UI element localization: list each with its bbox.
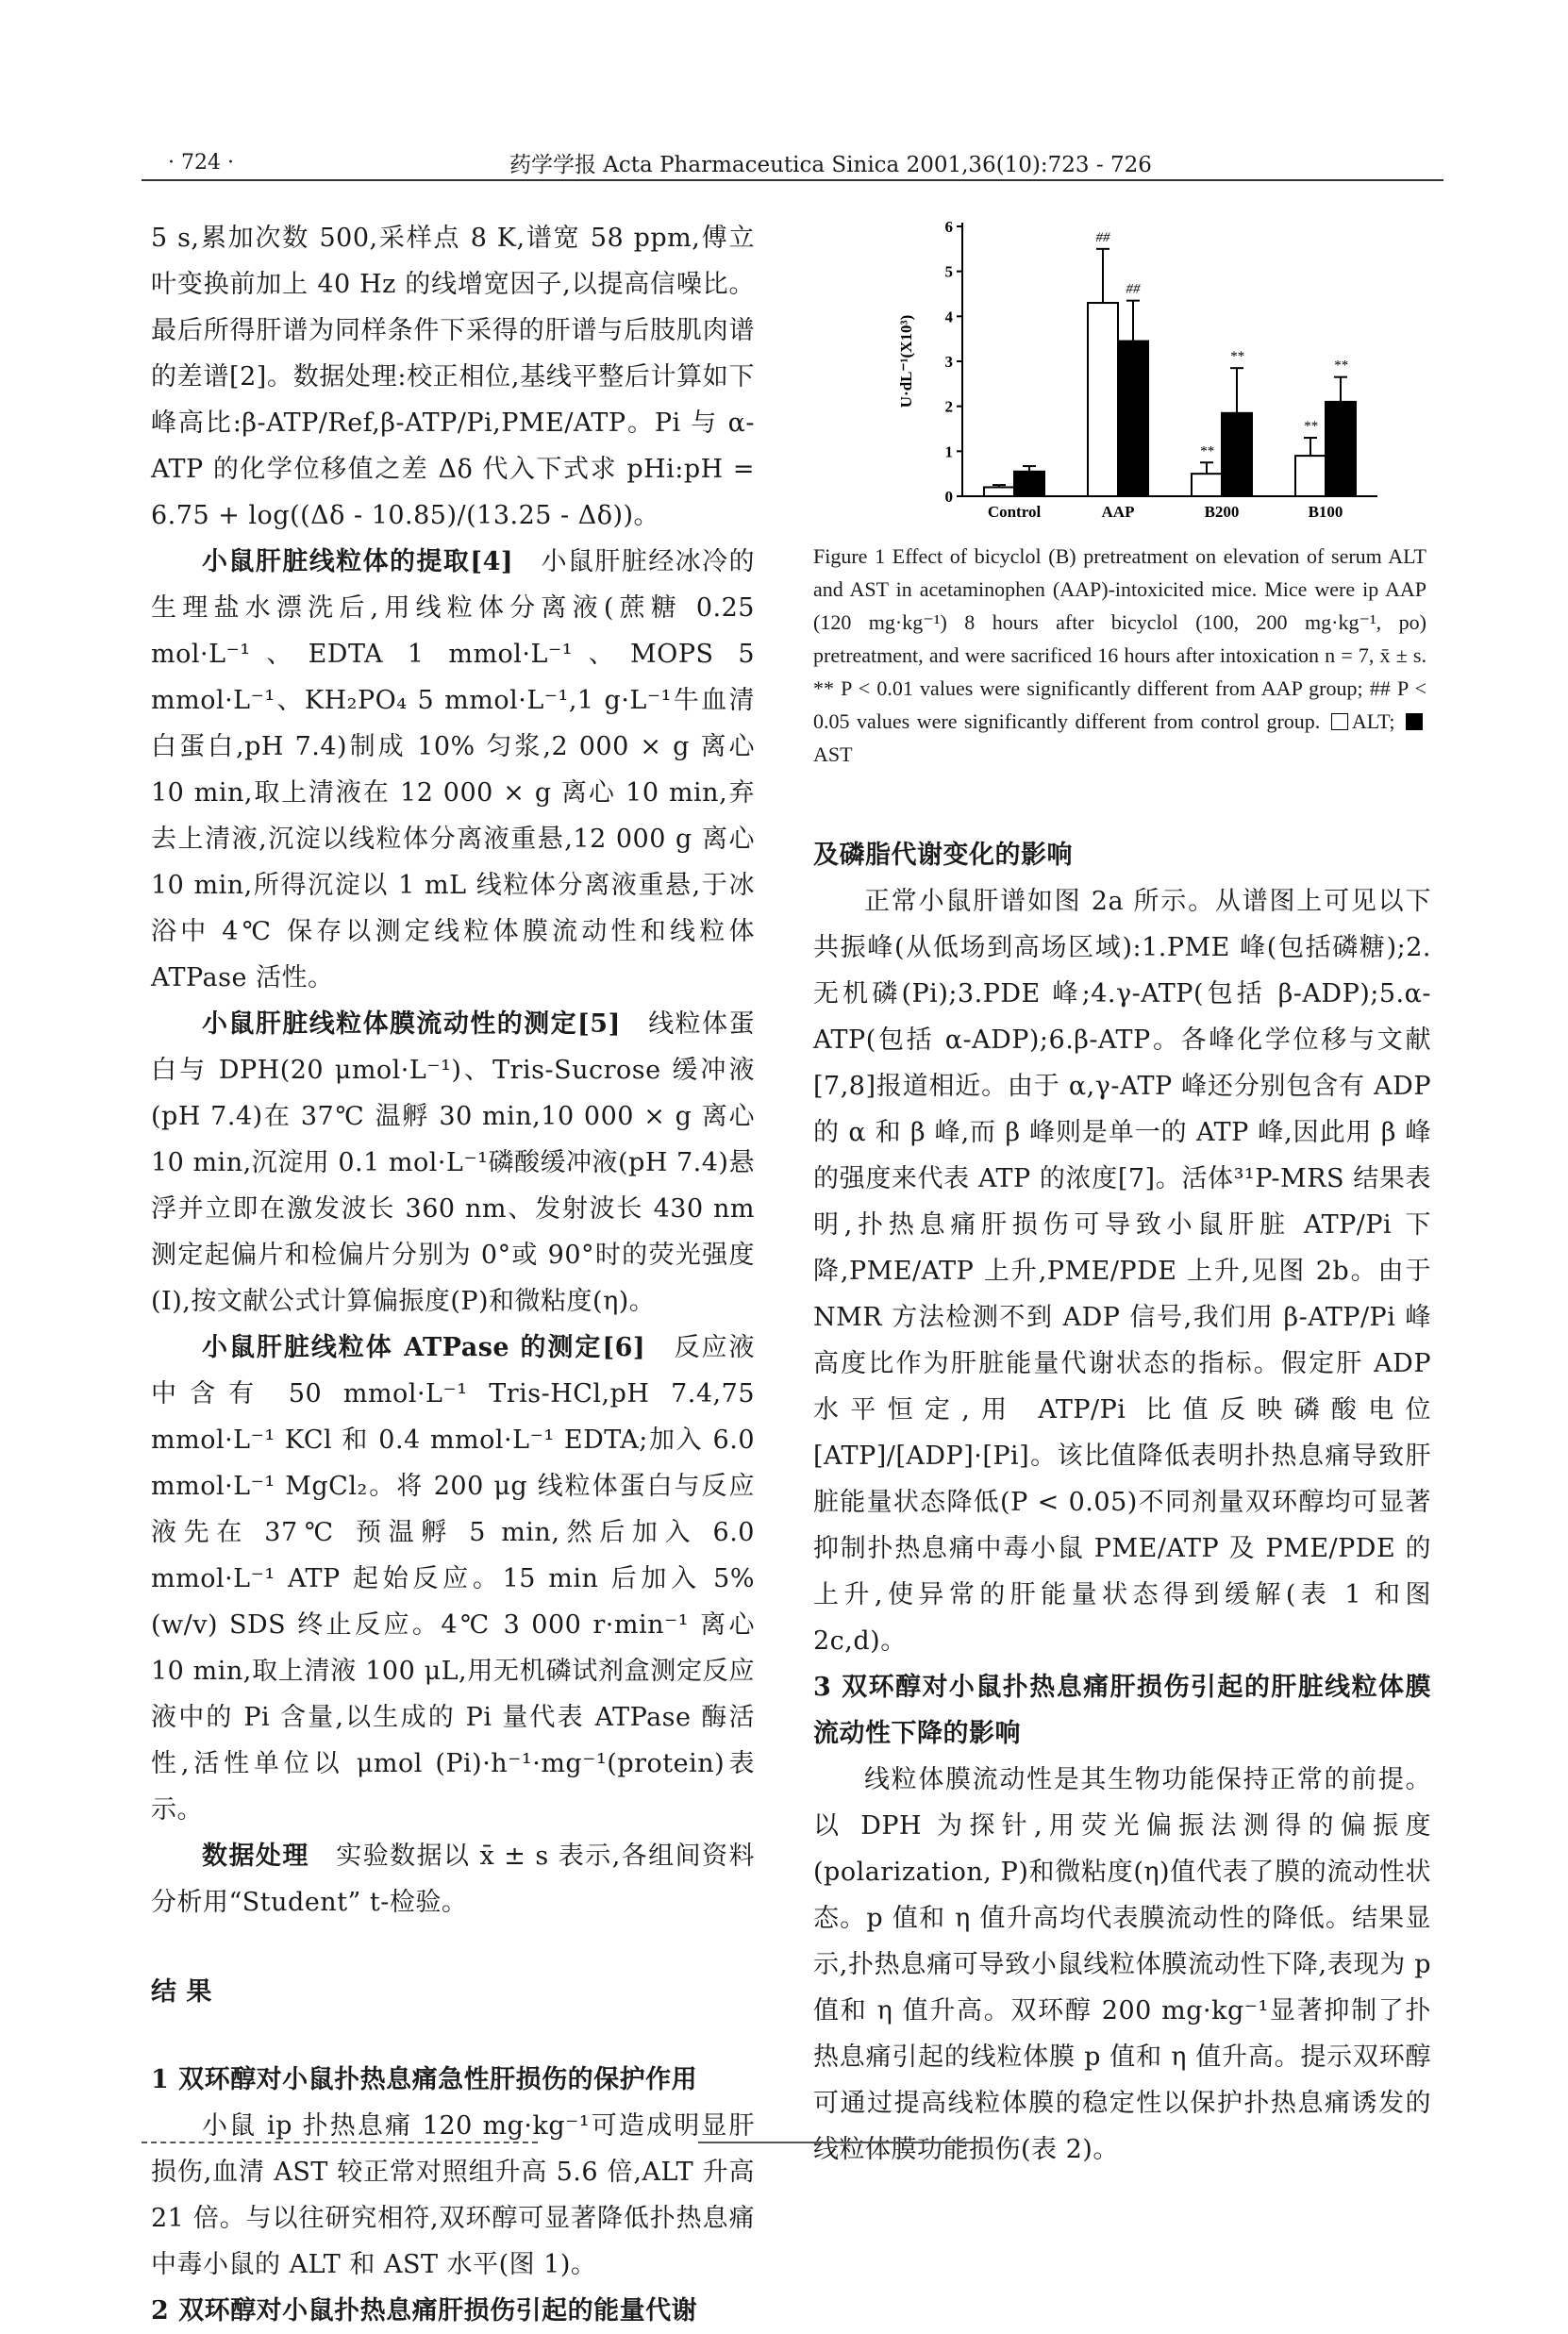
legend-label-alt: ALT;: [1351, 709, 1395, 733]
significance-mark: **: [1303, 419, 1318, 435]
section-2-title: 2 双环醇对小鼠扑热息痛肝损伤引起的能量代谢: [151, 2296, 698, 2326]
legend-label-ast: AST: [813, 742, 853, 766]
left-column: [151, 215, 755, 2334]
bar-alt: [1192, 474, 1222, 496]
legend-swatch-alt: [1331, 713, 1348, 730]
significance-mark: **: [1229, 349, 1244, 365]
bar-ast: [1014, 472, 1044, 496]
bar-ast: [1118, 342, 1148, 496]
paragraph-title: 小鼠肝脏线粒体 ATPase 的测定[6]: [202, 1333, 646, 1362]
paragraph-title: 小鼠肝脏线粒体的提取[4]: [202, 547, 514, 576]
significance-mark: ##: [1126, 281, 1141, 297]
x-tick-label: B200: [1204, 503, 1240, 521]
bar-ast: [1222, 413, 1252, 496]
section-1-title: 1 双环醇对小鼠扑热息痛急性肝损伤的保护作用: [151, 2065, 698, 2094]
intro-paragraph: 5 s,累加次数 500,采样点 8 K,谱宽 58 ppm,傅立叶变换前加上 40 Hz 的线增宽因子,以提高信噪比。最后所得肝谱为同样条件下采得的肝谱与后肢肌肉谱的差谱[2]。数据处理:校正相位,基线平整后计算如下峰高比:β-ATP/Ref,β-ATP/Pi,PME/ATP。Pi 与 α-ATP 的化学位移值之差 Δδ 代入下式求 pHi:pH = 6.75 + log((Δδ - 10.85)/(13.25 - Δδ))。: [151, 224, 755, 530]
bar-alt: [1088, 303, 1118, 496]
y-tick-label: 1: [944, 442, 953, 461]
section-1-body: 小鼠 ip 扑热息痛 120 mg·kg⁻¹可造成明显肝损伤,血清 AST 较正常对照组升高 5.6 倍,ALT 升高 21 倍。与以往研究相符,双环醇可显著降低扑热息痛中毒小鼠的 ALT 和 AST 水平(图 1)。: [151, 2111, 755, 2279]
paragraph-body: 实验数据以 x̄ ± s 表示,各组间资料分析用“Student” t-检验。: [151, 1842, 756, 1917]
paragraph-membrane-fluidity: [151, 1001, 755, 1325]
section-3-body: 线粒体膜流动性是其生物功能保持正常的前提。以 DPH 为探针,用荧光偏振法测得的偏振度(polarization, P)和微粘度(η)值代表了膜的流动性状态。p 值和 η 值升高均代表膜流动性的降低。结果显示,扑热息痛可导致小鼠线粒体膜流动性下降,表现为 p 值和 η 值升高。双环醇 200 mg·kg⁻¹显著抑制了扑热息痛引起的线粒体膜 p 值和 η 值升高。提示双环醇可通过提高线粒体膜的稳定性以保护扑热息痛诱发的线粒体膜功能损伤(表 2)。: [813, 1765, 1431, 2164]
bar-alt: [1295, 456, 1326, 496]
paragraph-mito-extraction: [151, 539, 755, 1001]
section-2-title-cont: 及磷脂代谢变化的影响: [813, 841, 1073, 870]
running-head: 药学学报 Acta Pharmaceutica Sinica 2001,36(10):723 - 726: [509, 153, 1152, 177]
y-tick-label: 6: [944, 218, 953, 236]
page-number: · 724 ·: [168, 151, 234, 175]
footer-rule-right: [698, 2142, 981, 2143]
bar-chart: [887, 215, 1434, 526]
x-tick-label: B100: [1308, 503, 1343, 521]
y-tick-label: 0: [944, 488, 953, 506]
y-tick-label: 4: [944, 308, 953, 326]
paragraph-data-processing: [151, 1833, 755, 1926]
results-heading: 结 果: [151, 1977, 212, 2007]
legend-swatch-ast: [1406, 713, 1423, 730]
x-tick-label: AAP: [1101, 503, 1135, 521]
section-2-body: 正常小鼠肝谱如图 2a 所示。从谱图上可见以下共振峰(从低场到高场区域):1.PME 峰(包括磷糖);2.无机磷(Pi);3.PDE 峰;4.γ-ATP(包括 β-ADP);5.α-ATP(包括 α-ADP);6.β-ATP。各峰化学位移与文献[7,8]报道相近。由于 α,γ-ATP 峰还分别包含有 ADP 的 α 和 β 峰,而 β 峰则是单一的 ATP 峰,因此用 β 峰的强度来代表 ATP 的浓度[7]。活体³¹P-MRS 结果表明,扑热息痛肝损伤可导致小鼠肝脏 ATP/Pi 下降,PME/ATP 上升,PME/PDE 上升,见图 2b。由于 NMR 方法检测不到 ADP 信号,我们用 β-ATP/Pi 峰高度比作为肝脏能量代谢状态的指标。假定肝 ADP 水平恒定,用 ATP/Pi 比值反映磷酸电位 [ATP]/[ADP]·[Pi]。该比值降低表明扑热息痛导致肝脏能量状态降低(P < 0.05)不同剂量双环醇均可显著抑制扑热息痛中毒小鼠 PME/ATP 及 PME/PDE 的上升,使异常的肝能量状态得到缓解(表 1 和图 2c,d)。: [813, 887, 1431, 1656]
paragraph-body: 反应液中含有 50 mmol·L⁻¹ Tris-HCl,pH 7.4,75 mmol·L⁻¹ KCl 和 0.4 mmol·L⁻¹ EDTA;加入 6.0 mmol·L⁻¹ MgCl₂。将 200 μg 线粒体蛋白与反应液先在 37℃ 预温孵 5 min,然后加入 6.0 mmol·L⁻¹ ATP 起始反应。15 min 后加入 5%(w/v) SDS 终止反应。4℃ 3 000 r·min⁻¹ 离心 10 min,取上清液 100 μL,用无机磷试剂盒测定反应液中的 Pi 含量,以生成的 Pi 量代表 ATPase 酶活性,活性单位以 μmol (Pi)·h⁻¹·mg⁻¹(protein)表示。: [151, 1333, 756, 1825]
paragraph-body: 小鼠肝脏经冰冷的生理盐水漂洗后,用线粒体分离液(蔗糖 0.25 mol·L⁻¹、EDTA 1 mmol·L⁻¹、MOPS 5 mmol·L⁻¹、KH₂PO₄ 5 mmol·L⁻¹,1 g·L⁻¹牛血清白蛋白,pH 7.4)制成 10% 匀浆,2 000 × g 离心 10 min,取上清液在 12 000 × g 离心 10 min,弃去上清液,沉淀以线粒体分离液重悬,12 000 g 离心 10 min,所得沉淀以 1 mL 线粒体分离液重悬,于冰浴中 4℃ 保存以测定线粒体膜流动性和线粒体 ATPase 活性。: [151, 547, 756, 992]
paragraph-title: 小鼠肝脏线粒体膜流动性的测定[5]: [202, 1009, 621, 1039]
bar-ast: [1326, 402, 1356, 496]
paragraph-title: 数据处理: [202, 1842, 309, 1871]
y-axis-label: U·dL⁻¹(X10³): [897, 314, 915, 408]
y-tick-label: 5: [944, 262, 953, 281]
y-tick-label: 3: [944, 353, 953, 371]
y-tick-label: 2: [944, 397, 953, 416]
figure-1: [887, 215, 1434, 526]
paragraph-atpase: [151, 1325, 755, 1833]
figure-caption: [813, 540, 1426, 771]
significance-mark: ##: [1095, 229, 1110, 245]
bar-alt: [984, 487, 1014, 496]
right-column: [813, 832, 1431, 2173]
header-rule: [142, 179, 1443, 181]
paragraph-body: 线粒体蛋白与 DPH(20 μmol·L⁻¹)、Tris-Sucrose 缓冲液(pH 7.4)在 37℃ 温孵 30 min,10 000 × g 离心 10 min,沉淀用 0.1 mol·L⁻¹磷酸缓冲液(pH 7.4)悬浮并立即在激发波长 360 nm、发射波长 430 nm 测定起偏片和检偏片分别为 0°或 90°时的荧光强度(I),按文献公式计算偏振度(P)和微粘度(η)。: [151, 1009, 756, 1316]
footer-rule-left: [142, 2142, 538, 2143]
section-3-title: 3 双环醇对小鼠扑热息痛肝损伤引起的肝脏线粒体膜流动性下降的影响: [813, 1673, 1431, 1748]
caption-text: Figure 1 Effect of bicyclol (B) pretreatment on elevation of serum ALT and AST in acetaminophen (AAP)-intoxicited mice. Mice were ip AAP (120 mg·kg⁻¹) 8 hours after bicyclol (100, 200 mg·kg⁻¹, po) pretreatment, and were sacrificed 16 hours after intoxication n = 7, x̄ ± s. ** P < 0.01 values were significantly different from AAP group; ## P < 0.05 values were significantly different from control group.: [813, 544, 1426, 733]
significance-mark: **: [1333, 358, 1348, 374]
x-tick-label: Control: [987, 503, 1042, 521]
significance-mark: **: [1199, 443, 1214, 459]
